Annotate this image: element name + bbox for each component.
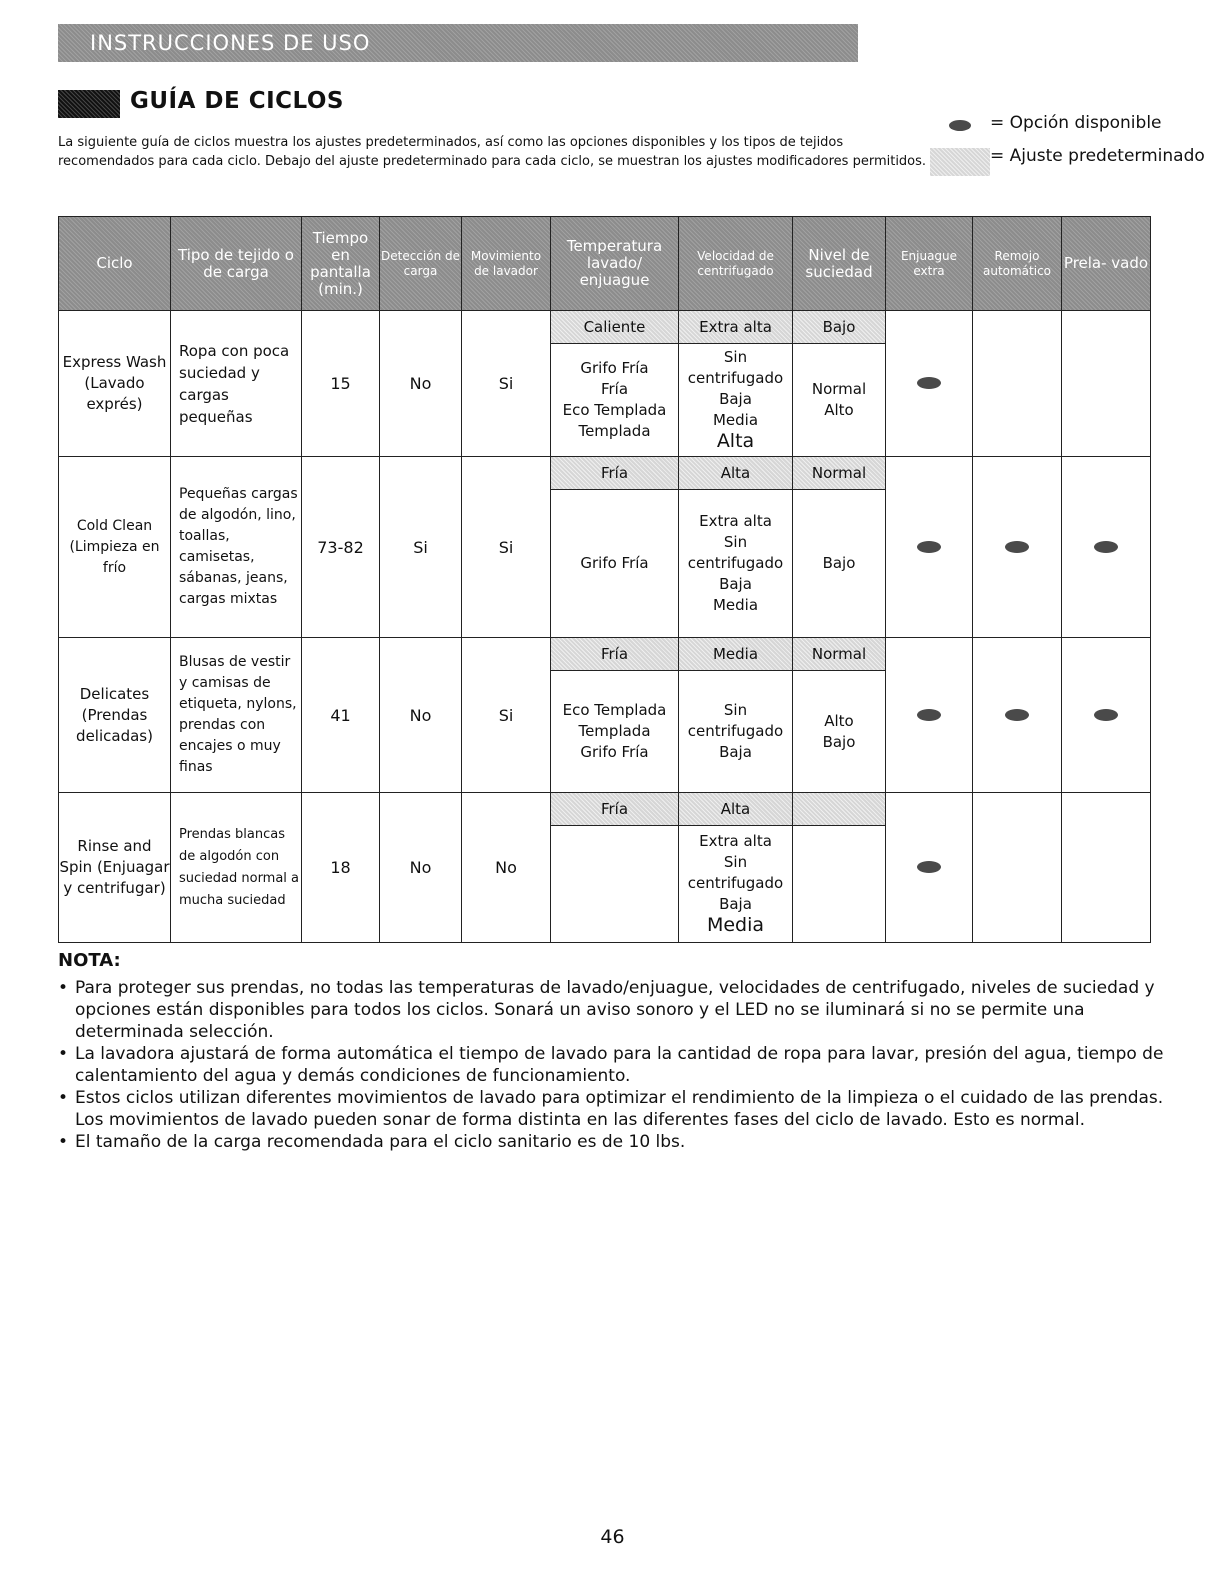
available-dot-icon <box>1005 709 1029 721</box>
table-header-row <box>59 217 1151 311</box>
soil-options: Alto Bajo <box>822 711 856 751</box>
temperature-default: Fría <box>551 638 678 671</box>
soil-cell <box>793 638 886 793</box>
spin-options: Sin centrifugado Baja Media <box>687 348 784 429</box>
fabric-type: Blusas de vestir y camisas de etiqueta, nylons, prendas con encajes o muy finas <box>171 638 302 793</box>
temperature-default: Fría <box>551 457 678 490</box>
page-title: GUÍA DE CICLOS <box>130 88 344 114</box>
cycle-time: 15 <box>302 311 380 457</box>
available-dot-icon <box>917 861 941 873</box>
soil-default: Bajo <box>793 311 885 344</box>
fabric-type: Pequeñas cargas de algodón, lino, toallas, camisetas, sábanas, jeans, cargas mixtas <box>171 457 302 638</box>
spin-options: Extra alta Sin centrifugado Baja <box>687 832 784 913</box>
header-time: Tiempo en pantalla (min.) <box>302 217 380 311</box>
header-extra-rinse: Enjuague extra <box>886 217 973 311</box>
spin-cell <box>679 793 793 943</box>
cycle-guide-table <box>58 216 1151 943</box>
legend-default-row <box>930 146 1210 179</box>
notes-section <box>58 950 1168 1153</box>
extra-rinse-cell <box>886 457 973 638</box>
header-cycle: Ciclo <box>59 217 171 311</box>
soil-cell <box>793 793 886 943</box>
intro-paragraph: La siguiente guía de ciclos muestra los ajustes predeterminados, así como las opciones disponibles y los tipos de tejidos recomendados para cada ciclo. Debajo del ajuste predeterminado para cada ciclo, se muestran los ajustes modificadores permitidos. <box>58 135 927 169</box>
legend-default-label: = Ajuste predeterminado <box>990 146 1205 166</box>
note-item: • La lavadora ajustará de forma automática el tiempo de lavado para la cantidad de ropa para lavar, presión del agua, tiempo de calentamiento del agua y demás condiciones de funcionamiento. <box>58 1043 1168 1087</box>
cycle-name: Express Wash (Lavado exprés) <box>59 311 171 457</box>
spin-option-last: Media <box>706 914 765 936</box>
spin-cell <box>679 638 793 793</box>
extra-rinse-cell <box>886 793 973 943</box>
fabric-type: Ropa con poca suciedad y cargas pequeñas <box>171 311 302 457</box>
available-dot-icon <box>917 377 941 389</box>
temperature-cell <box>551 311 679 457</box>
spin-default: Alta <box>679 793 792 826</box>
temperature-default: Fría <box>551 793 678 826</box>
soil-default: Normal <box>793 457 885 490</box>
cycle-name: Delicates (Prendas delicadas) <box>59 638 171 793</box>
note-item: • Estos ciclos utilizan diferentes movimientos de lavado para optimizar el rendimiento de la limpieza o el cuidado de las prendas. Los movimientos de lavado pueden sonar de forma distinta en las diferentes fases del ciclo de lavado. Esto es normal. <box>58 1087 1168 1131</box>
cycle-name: Rinse and Spin (Enjuagar y centrifugar) <box>59 793 171 943</box>
soil-cell <box>793 311 886 457</box>
available-dot-icon <box>917 541 941 553</box>
legend <box>930 113 1210 179</box>
prewash-cell <box>1062 793 1151 943</box>
spin-options: Sin centrifugado Baja <box>687 701 784 761</box>
page-number: 46 <box>600 1526 625 1548</box>
cycle-time: 41 <box>302 638 380 793</box>
header-agitator: Movimiento de lavador <box>462 217 551 311</box>
temperature-cell <box>551 638 679 793</box>
agitator-value: Si <box>462 311 551 457</box>
available-dot-icon <box>949 120 971 131</box>
table-row <box>59 793 1151 943</box>
cycle-time: 73-82 <box>302 457 380 638</box>
auto-soak-cell <box>973 311 1062 457</box>
header-auto-soak: Remojo automático <box>973 217 1062 311</box>
auto-soak-cell <box>973 638 1062 793</box>
temperature-default: Caliente <box>551 311 678 344</box>
note-item: • Para proteger sus prendas, no todas las temperaturas de lavado/enjuague, velocidades de centrifugado, niveles de suciedad y opciones están disponibles para todos los ciclos. Sonará un aviso sonoro y el LED no se iluminará si no se permite una determinada selección. <box>58 977 1168 1043</box>
spin-cell <box>679 311 793 457</box>
spin-default: Extra alta <box>679 311 792 344</box>
extra-rinse-cell <box>886 311 973 457</box>
header-temperature: Temperatura lavado/ enjuague <box>551 217 679 311</box>
legend-available-label: = Opción disponible <box>990 113 1162 133</box>
legend-available-row <box>930 113 1210 146</box>
spin-default: Media <box>679 638 792 671</box>
table-row <box>59 311 1151 457</box>
load-detect-value: No <box>380 311 462 457</box>
soil-cell <box>793 457 886 638</box>
available-dot-icon <box>1094 709 1118 721</box>
soil-options: Bajo <box>822 554 856 572</box>
auto-soak-cell <box>973 457 1062 638</box>
temperature-options: Grifo Fría Fría Eco Templada Templada <box>562 359 667 440</box>
load-detect-value: No <box>380 793 462 943</box>
header-fabric: Tipo de tejido o de carga <box>171 217 302 311</box>
header-load-detect: Detección de carga <box>380 217 462 311</box>
prewash-cell <box>1062 311 1151 457</box>
header-prewash: Prela- vado <box>1062 217 1151 311</box>
agitator-value: Si <box>462 457 551 638</box>
agitator-value: No <box>462 793 551 943</box>
header-soil-level: Nivel de suciedad <box>793 217 886 311</box>
spin-option-last: Alta <box>716 430 755 452</box>
spin-cell <box>679 457 793 638</box>
available-dot-icon <box>1094 541 1118 553</box>
available-dot-icon <box>1005 541 1029 553</box>
agitator-value: Si <box>462 638 551 793</box>
cycle-name: Cold Clean (Limpieza en frío <box>59 457 171 638</box>
temperature-options: Grifo Fría <box>580 554 649 572</box>
header-spin-speed: Velocidad de centrifugado <box>679 217 793 311</box>
load-detect-value: No <box>380 638 462 793</box>
spin-options: Extra alta Sin centrifugado Baja Media <box>687 512 784 614</box>
table-row <box>59 457 1151 638</box>
soil-options: Normal Alto <box>811 380 867 419</box>
cycle-time: 18 <box>302 793 380 943</box>
temperature-cell <box>551 793 679 943</box>
default-swatch-icon <box>930 148 990 176</box>
extra-rinse-cell <box>886 638 973 793</box>
prewash-cell <box>1062 638 1151 793</box>
prewash-cell <box>1062 457 1151 638</box>
auto-soak-cell <box>973 793 1062 943</box>
table-row <box>59 638 1151 793</box>
section-banner: INSTRUCCIONES DE USO <box>58 24 858 62</box>
notes-title: NOTA: <box>58 950 121 971</box>
available-dot-icon <box>917 709 941 721</box>
fabric-type: Prendas blancas de algodón con suciedad normal a mucha suciedad <box>171 793 302 943</box>
load-detect-value: Si <box>380 457 462 638</box>
soil-default: Normal <box>793 638 885 671</box>
spin-default: Alta <box>679 457 792 490</box>
heading-marker-block <box>58 90 120 118</box>
temperature-cell <box>551 457 679 638</box>
temperature-options: Eco Templada Templada Grifo Fría <box>562 701 667 761</box>
soil-default <box>793 793 885 826</box>
note-item: • El tamaño de la carga recomendada para el ciclo sanitario es de 10 lbs. <box>58 1131 1168 1153</box>
